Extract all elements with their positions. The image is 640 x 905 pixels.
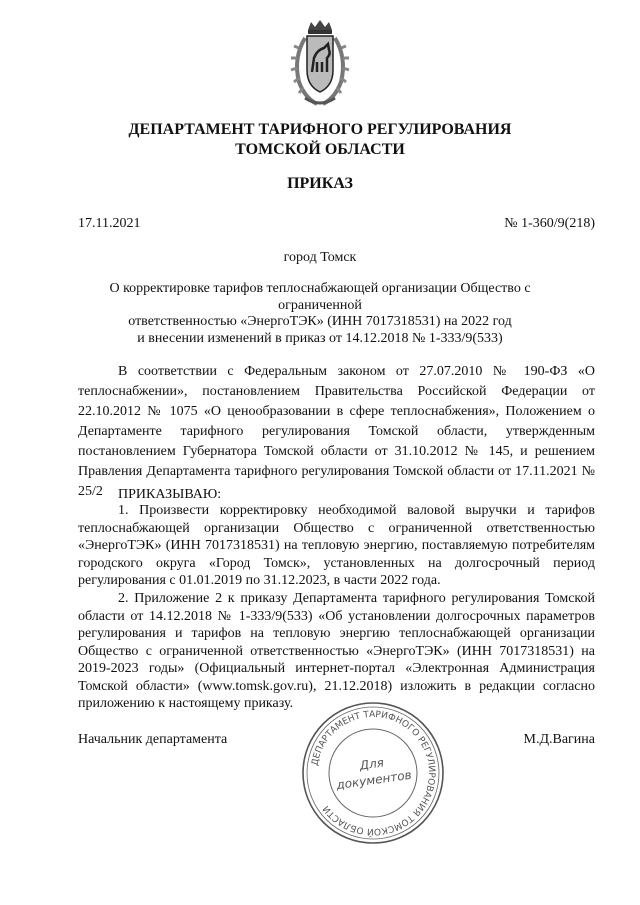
order-city: город Томск: [283, 250, 357, 265]
order-subject: [70, 281, 570, 347]
order-heading: ПРИКАЗ: [287, 175, 353, 192]
department-title: [40, 120, 600, 160]
official-seal-stamp: [298, 698, 448, 848]
order-subject-line1: О корректировке тарифов теплоснабжающей организации Общество с ограниченной: [109, 281, 531, 313]
order-number: № 1-360/9(218): [504, 216, 595, 231]
seal-center-line1: Для: [358, 755, 385, 773]
signer-name: М.Д.Вагина: [523, 732, 595, 747]
order-date: 17.11.2021: [78, 216, 141, 231]
seal-center-line2: документов: [335, 767, 413, 793]
decree-item-1: 1. Произвести корректировку необходимой валовой выручки и тарифов теплоснабжающей организации Общество с ограниченной ответственностью «ЭнергоТЭК» (ИНН 7017318531) на тепловую энергию, поставляемую потребителям городского округа «Город Томск», установленных на долгосрочный период регулирования с 01.01.2019 по 31.12.2023, в части 2022 года.: [78, 503, 595, 588]
preamble-paragraph: В соответствии с Федеральным законом от 27.07.2010 № 190-ФЗ «О теплоснабжении», постановлением Правительства Российской Федерации от 22.10.2012 № 1075 «О ценообразовании в сфере теплоснабжения», Положением о Департаменте тарифного регулирования Томской области, утвержденным постановлением Губернатора Томской области от 31.10.2012 № 145, и решением Правления Департамента тарифного регулирования Томской области от 17.11.2021 № 25/2: [78, 364, 595, 499]
seal-ring-text: ДЕПАРТАМЕНТ ТАРИФНОГО РЕГУЛИРОВАНИЯ ТОМСКОЙ ОБЛАСТИ: [310, 709, 437, 837]
decree-item-2: 2. Приложение 2 к приказу Департамента тарифного регулирования Томской области от 14.12.2018 № 1-333/9(533) «Об установлении долгосрочных параметров регулирования и тарифов на тепловую энергию теплоснабжающей организации Общество с ограниченной ответственностью «ЭнергоТЭК» (ИНН 7017318531) на 2019-2023 годы» (Официальный интернет-портал «Электронная Администрация Томской области» (www.tomsk.gov.ru), 21.12.2018) изложить в редакции согласно приложению к настоящему приказу.: [78, 591, 595, 711]
order-subject-line2: ответственностью «ЭнергоТЭК» (ИНН 7017318531) на 2022 год: [128, 314, 512, 329]
signer-position: Начальник департамента: [78, 732, 228, 747]
order-subject-line3: и внесении изменений в приказ от 14.12.2018 № 1-333/9(533): [137, 330, 503, 346]
department-title-line2: ТОМСКОЙ ОБЛАСТИ: [235, 141, 405, 158]
decree-heading: ПРИКАЗЫВАЮ:: [118, 487, 222, 502]
coat-of-arms-icon: [287, 18, 353, 110]
department-title-line1: ДЕПАРТАМЕНТ ТАРИФНОГО РЕГУЛИРОВАНИЯ: [128, 121, 512, 138]
